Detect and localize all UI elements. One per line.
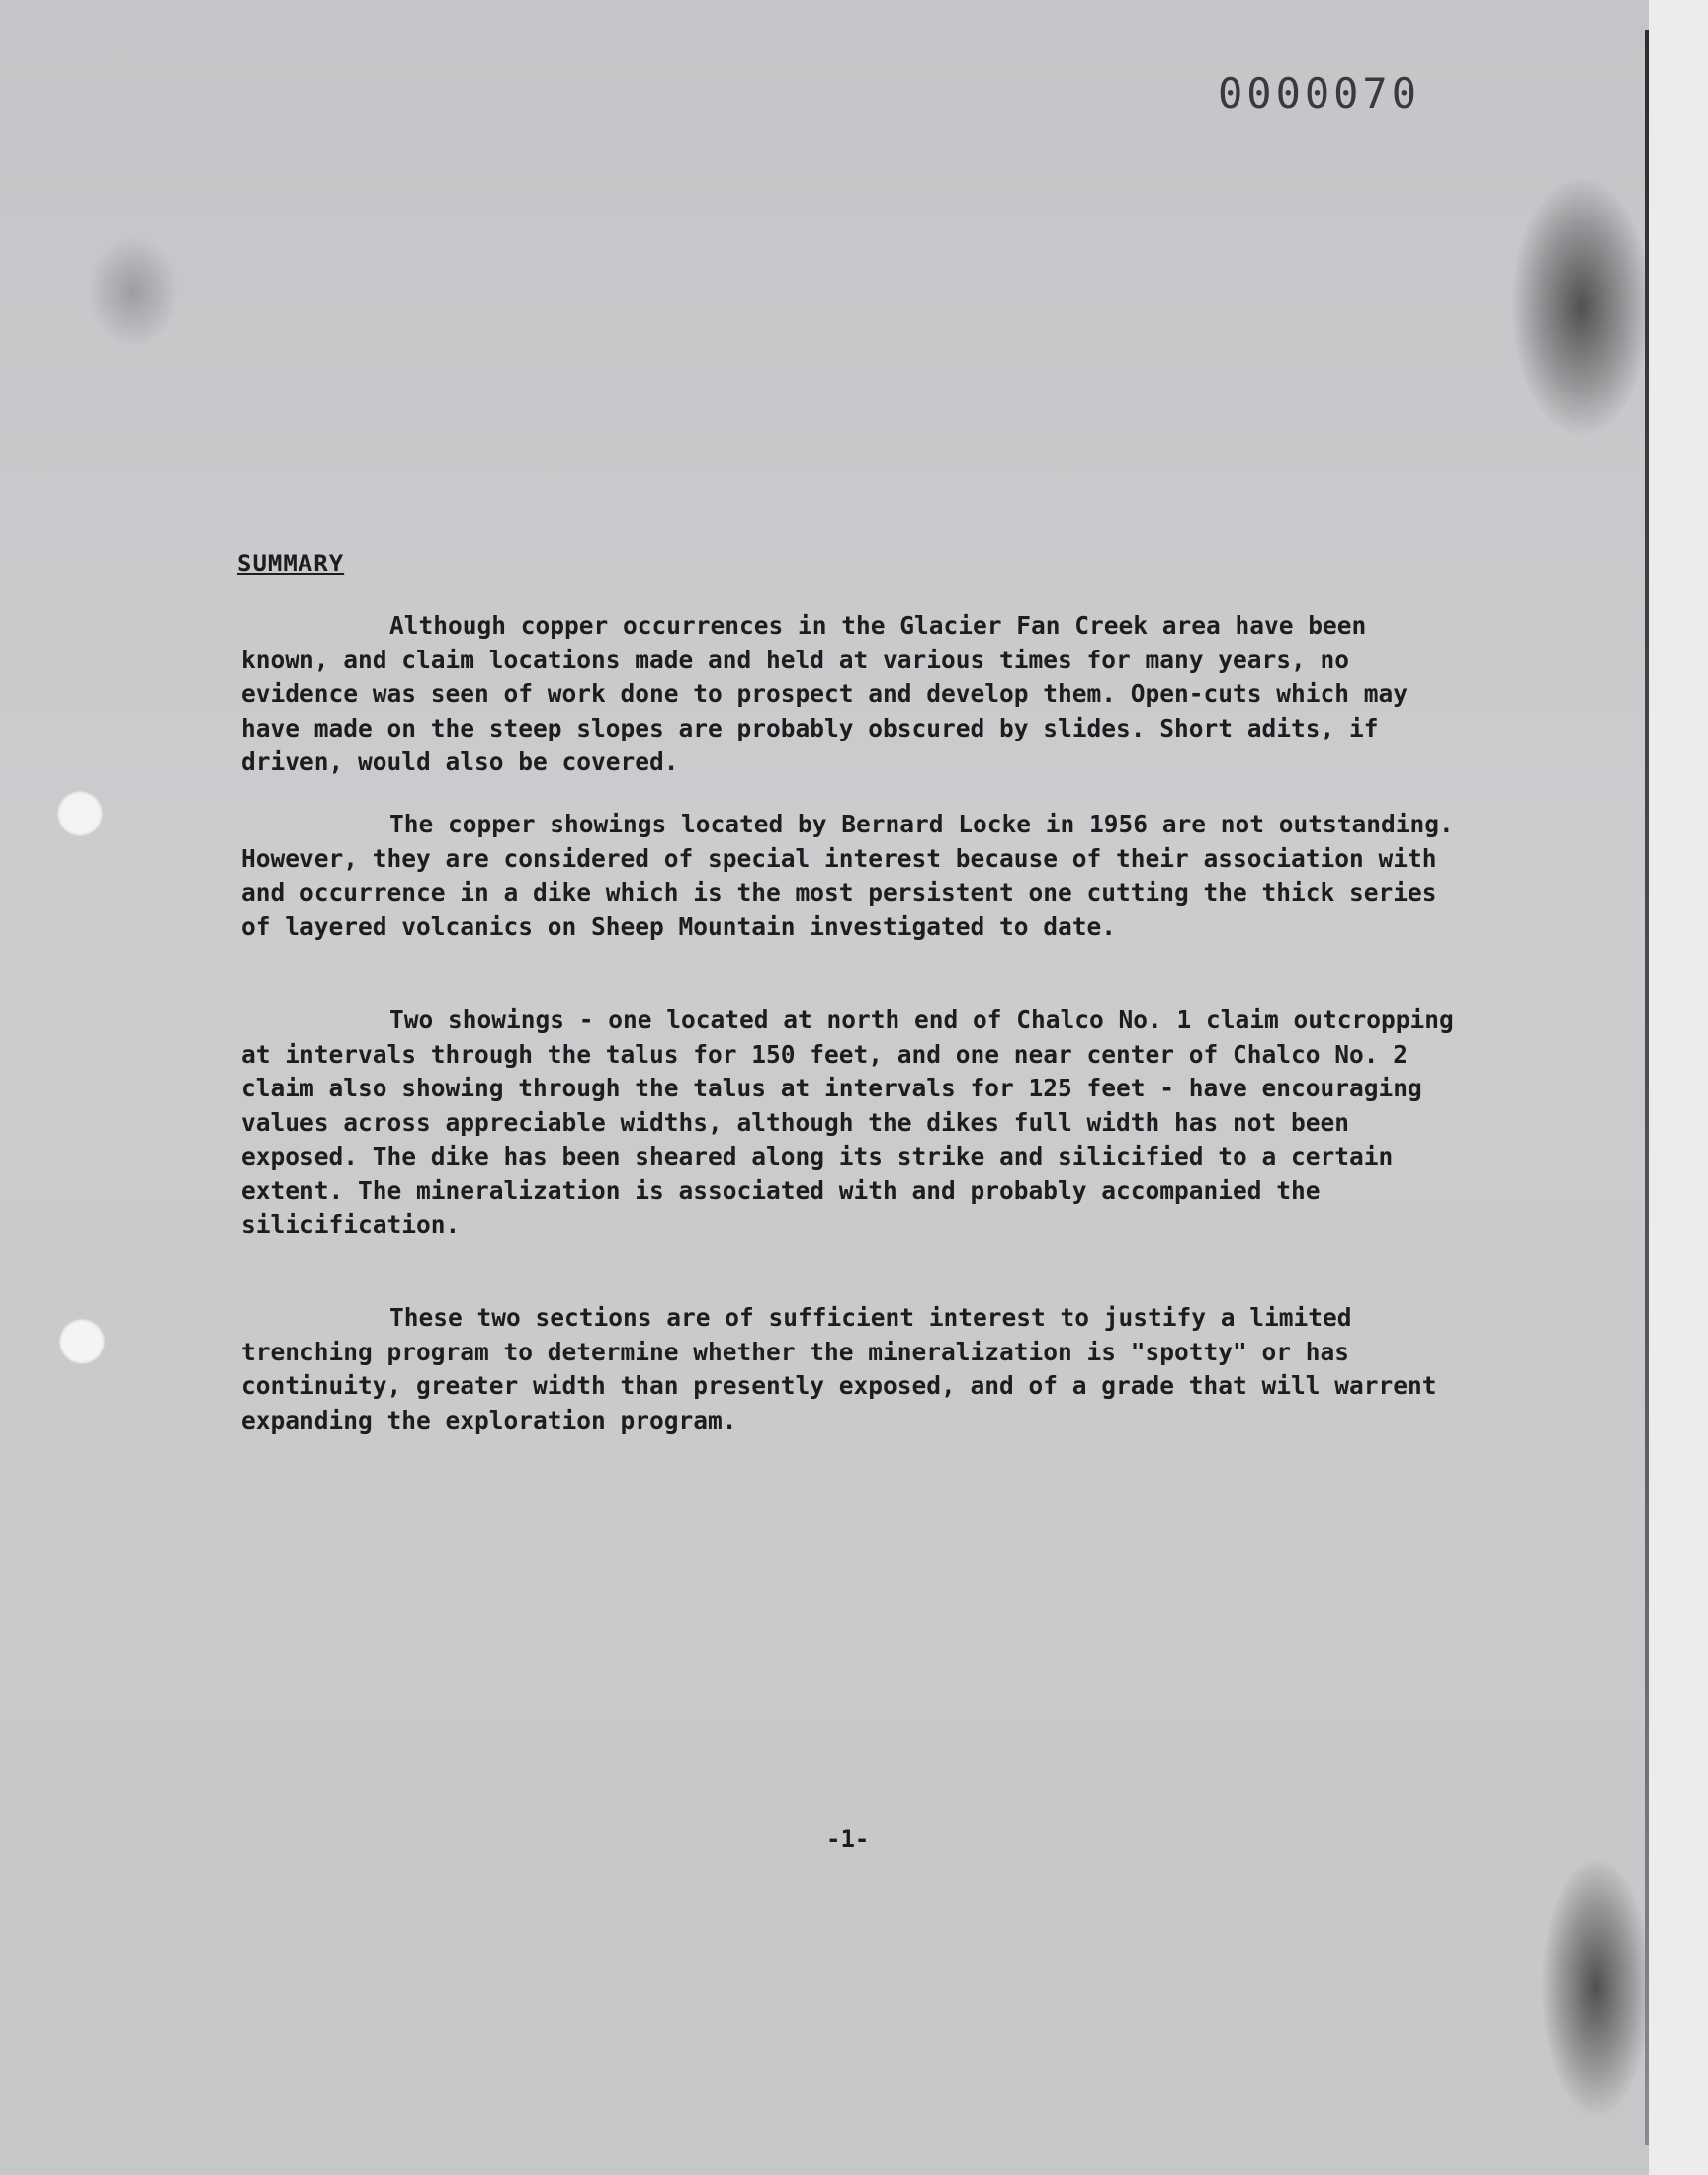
paragraph-1: Although copper occurrences in the Glacier Fan Creek area have been known, and claim locations made and held at various times for many years, no evidence was seen of work done to prospect and develop them. Open-cuts which may have made on the steep slopes are probably obscured by slides. Short adits, if driven, would also be covered. [241,611,1409,776]
scanner-margin [1649,0,1708,2175]
scan-smudge-left [89,237,178,346]
punch-hole-top [57,791,103,836]
page-number: -1- [826,1825,870,1853]
paragraph-3: Two showings - one located at north end of Chalco No. 1 claim outcropping at intervals through the talus for 150 feet, and one near center of Chalco No. 2 claim also showing through the talus at intervals for 125 feet - have encouraging values across appreciable widths, although the dikes full width has not been exposed. The dike has been sheared along its strike and silicified to a certain extent. The mineralization is associated with and probably accompanied the silicification. [241,1005,1454,1239]
scan-smudge-bottom-right [1542,1859,1651,2116]
paragraph-4: These two sections are of sufficient interest to justify a limited trenching program to determine whether the mineralization is "spotty" or has continuity, greater width than presently exposed, and of a grade that will warrent expanding the exploration program. [241,1303,1437,1435]
paragraph-2: The copper showings located by Bernard Locke in 1956 are not outstanding. However, they are considered of special interest because of their association with and occurrence in a dike which is the most persistent one cutting the thick series of layered volcanics on Sheep Mountain investigated to date. [241,810,1454,941]
punch-hole-bottom [59,1319,105,1364]
scan-smudge-top-right [1512,178,1651,435]
section-heading: SUMMARY [237,550,345,577]
document-number: 0000070 [1218,69,1421,118]
